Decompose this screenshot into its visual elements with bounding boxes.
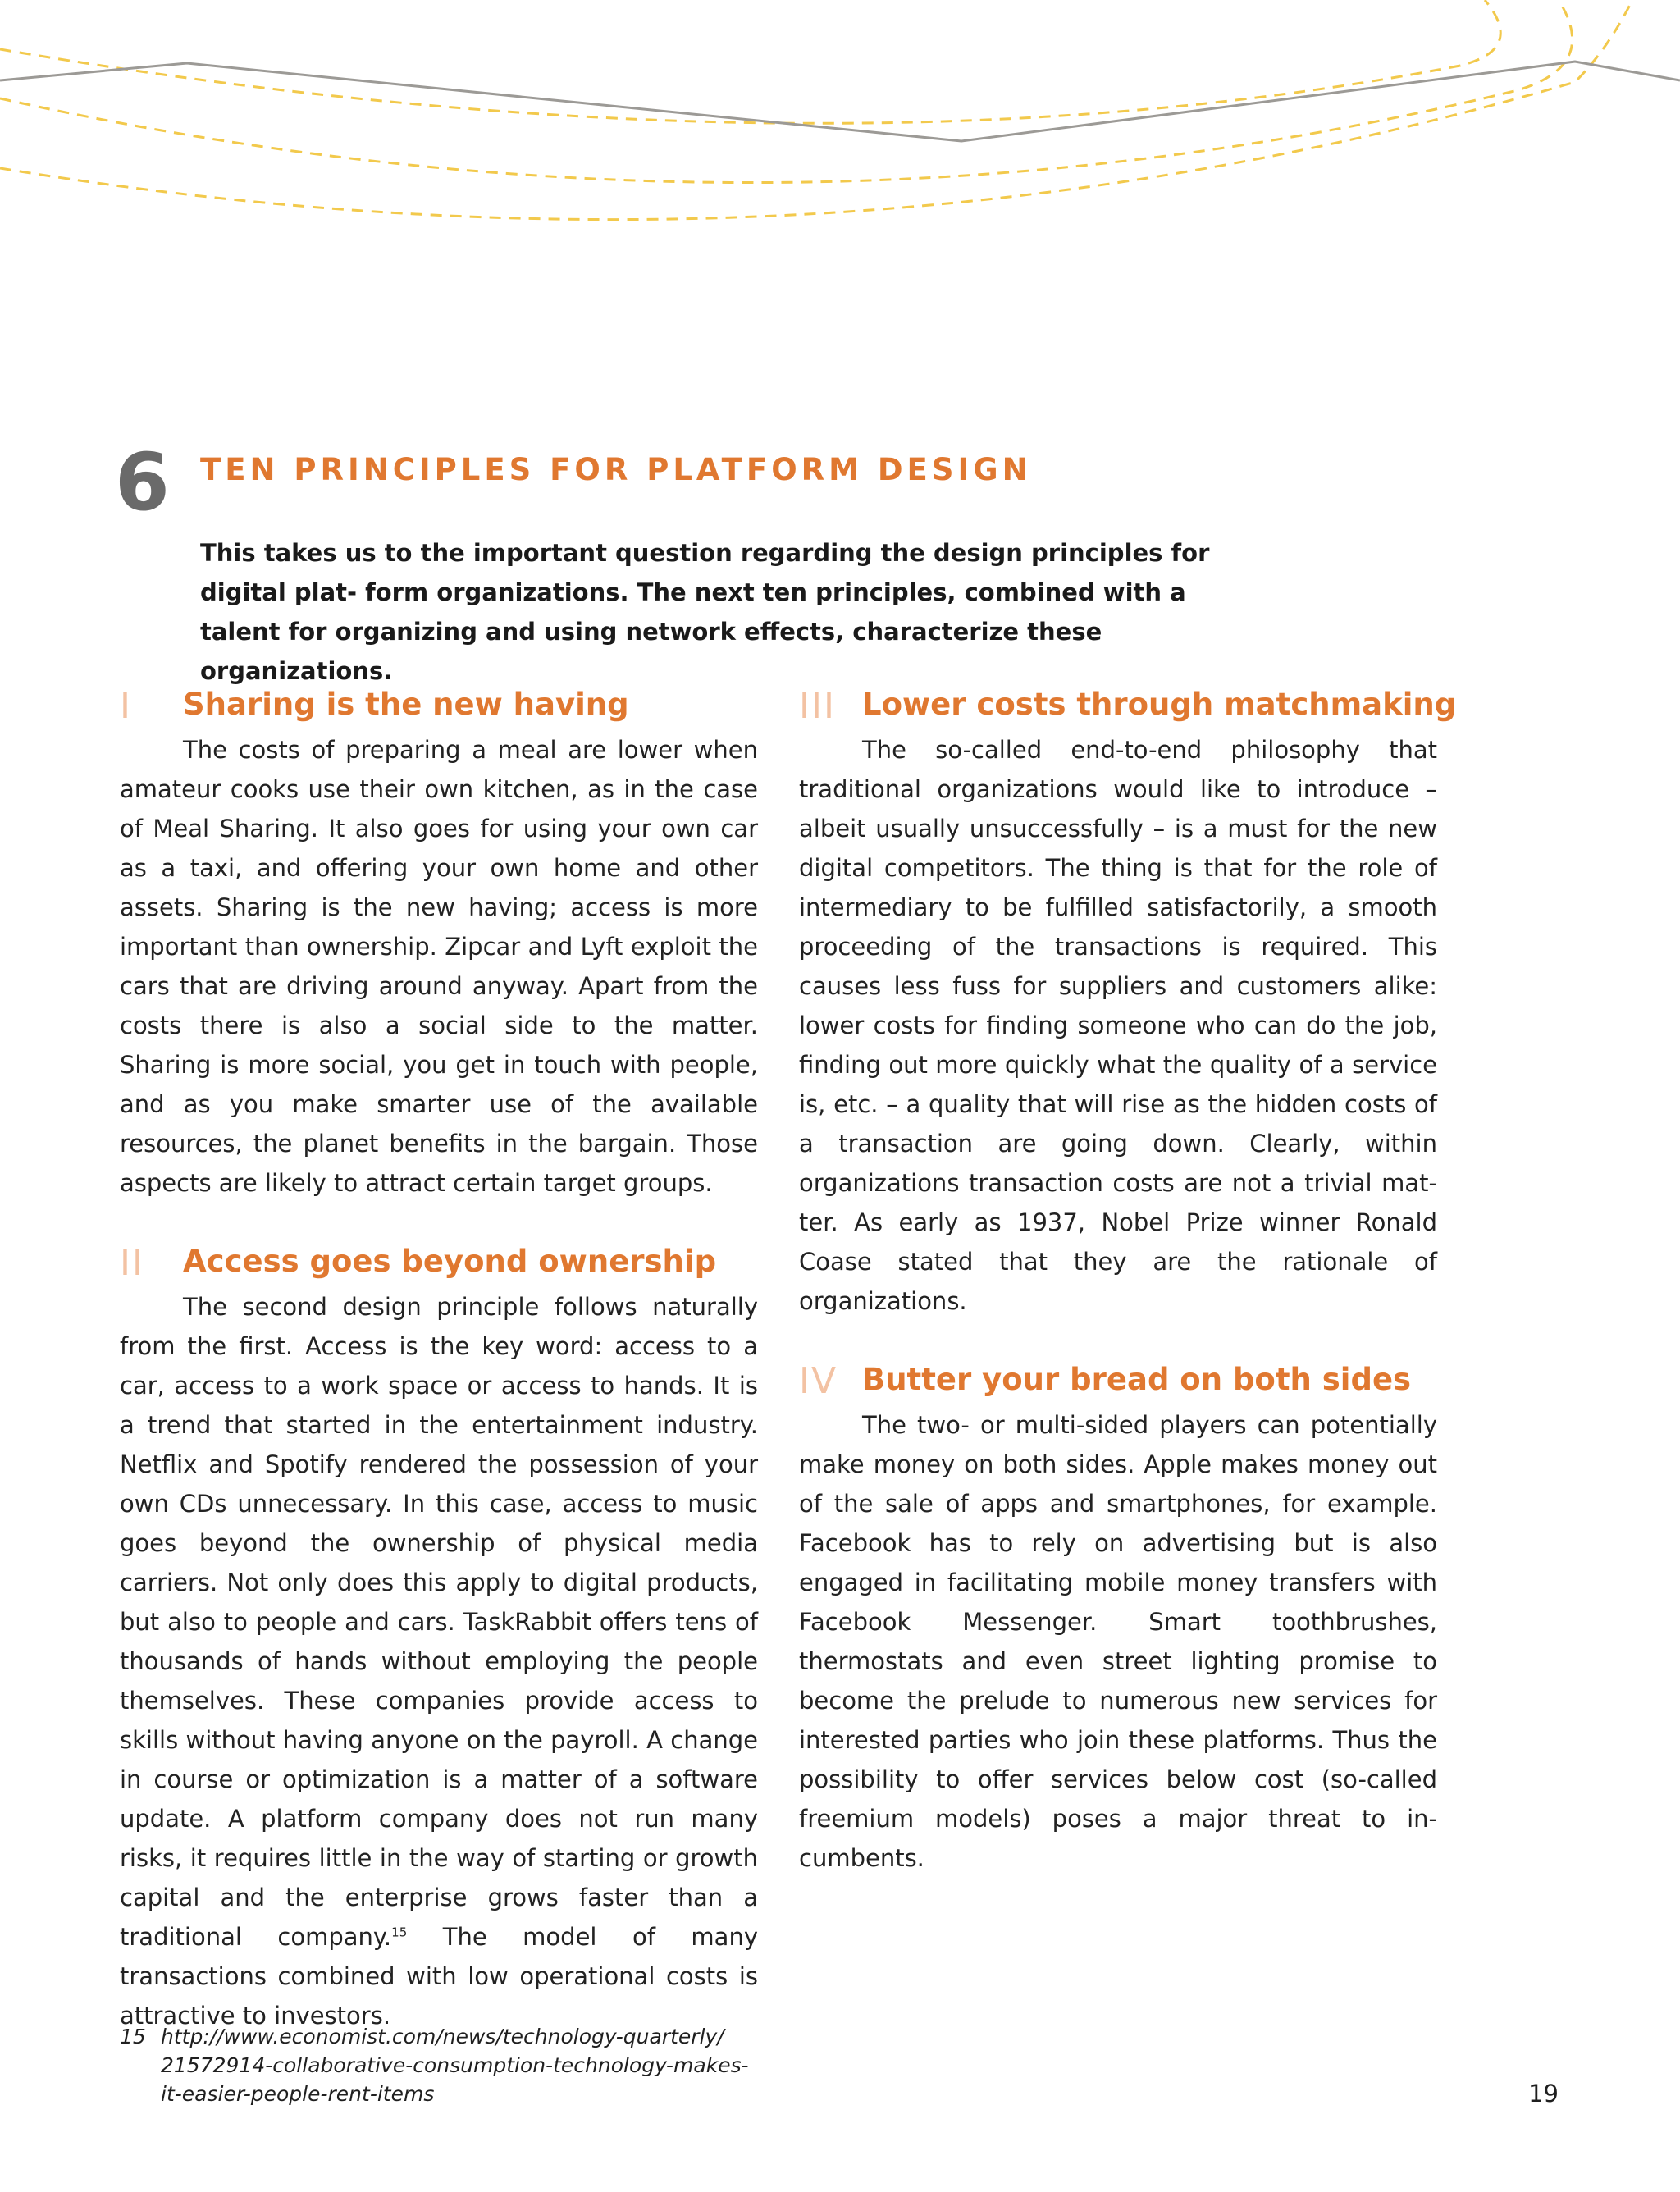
principle-title: Sharing is the new having	[183, 687, 629, 722]
footnote-url[interactable]: http://www.economist.com/news/technology-quarterly/ 21572914-collaborative-consumption-technology-makes- it-easier-people-rent-items	[161, 2025, 749, 2106]
dashed-arc-inner	[0, 0, 1632, 220]
principle-title: Access goes beyond ownership	[183, 1244, 717, 1279]
left-column	[120, 685, 758, 2075]
chapter-number: 6	[115, 436, 170, 528]
footnote-number: 15	[120, 2025, 146, 2048]
principle-body-text-continued: The model of many transactions combined with low operational costs is attractive to investors.	[120, 1923, 758, 2030]
right-column	[799, 685, 1457, 1917]
header-decoration	[0, 0, 1680, 246]
principle-numeral: II	[120, 1242, 144, 1284]
principle-body-text: The second design principle follows naturally from the first. Access is the key word: access to a car, access to a work space or access to hands. It is a trend that started in the entertainment industry. Netflix and Spotify rendered the possession of your own CDs unnecessary. In this case, access to music goes beyond the ownership of physical media carriers. Not only does this apply to digital products, but also to people and cars. TaskRabbit offers tens of thousands of hands without employing the people themselves. These companies provide access to skills without having anyone on the payroll. A change in course or optimization is a matter of a software update. A platform company does not run many risks, it requires little in the way of starting or growth capital and the enterprise grows faster than a traditional company.	[120, 1293, 758, 1951]
principle-title: Lower costs through matchmaking	[862, 687, 1457, 722]
principle-title: Butter your bread on both sides	[862, 1362, 1412, 1397]
dashed-arc-outer	[0, 0, 1500, 123]
principle-section-2	[120, 1242, 758, 2035]
principle-numeral: I	[120, 685, 132, 727]
chapter-intro: This takes us to the important question regarding the design principles for digital plat- form organizations. The next ten principles, combined with a talent for organizing and using network effects, characterize these organizations.	[200, 539, 1210, 685]
footnote	[120, 2022, 858, 2108]
chapter-title: TEN PRINCIPLES FOR PLATFORM DESIGN	[200, 452, 1032, 487]
principle-numeral: IV	[799, 1360, 838, 1402]
page-number: 19	[1528, 2080, 1559, 2108]
principle-section-3	[799, 685, 1457, 1321]
principle-section-1	[120, 685, 758, 1203]
principle-section-4	[799, 1360, 1437, 1878]
gray-zigzag-line	[0, 62, 1680, 141]
principle-numeral: III	[799, 685, 836, 727]
principle-body: The so-called end-to-end philosophy that traditional organizations would like to introduce – albeit usually unsuccessfully – is a must for the new digital competitors. The thing is that for the role of intermediary to be fulfilled satisfactorily, a smooth proceeding of the transactions is required. This causes less fuss for suppliers and customers alike: lower costs for finding someone who can do the job, finding out more quickly what the quality of a service is, etc. – a quality that will rise as the hidden costs of a transaction are going down. Clearly, within organizations transaction costs are not a trivial matter. As early as 1937, Nobel Prize winner Ronald Coase stated that they are the rationale of organizations.	[799, 736, 1437, 1315]
principle-body: The costs of preparing a meal are lower when amateur cooks use their own kitchen, as in the case of Meal Sharing. It also goes for using your own car as a taxi, and offering your own home and other assets. Sharing is the new having; access is more important than ownership. Zipcar and Lyft exploit the cars that are driving around anyway. Apart from the costs there is also a social side to the matter. Sharing is more social, you get in touch with people, and as you make smarter use of the available resources, the planet benefits in the bargain. Those aspects are likely to attract certain target groups.	[120, 736, 758, 1197]
principle-body: The two- or multi-sided players can potentially make money on both sides. Apple makes money out of the sale of apps and smartphones, for example. Facebook has to rely on advertising but is also engaged in facilitating mobile money transfers with Facebook Messenger. Smart toothbrushes, thermostats and even street lighting promise to become the prelude to numerous new services for interested parties who join these platforms. Thus the possibility to offer services below cost (so-called freemium models) poses a major threat to incumbents.	[799, 1411, 1437, 1872]
principle-body	[120, 1287, 758, 2035]
footnote-ref[interactable]: 15	[391, 1925, 408, 1940]
